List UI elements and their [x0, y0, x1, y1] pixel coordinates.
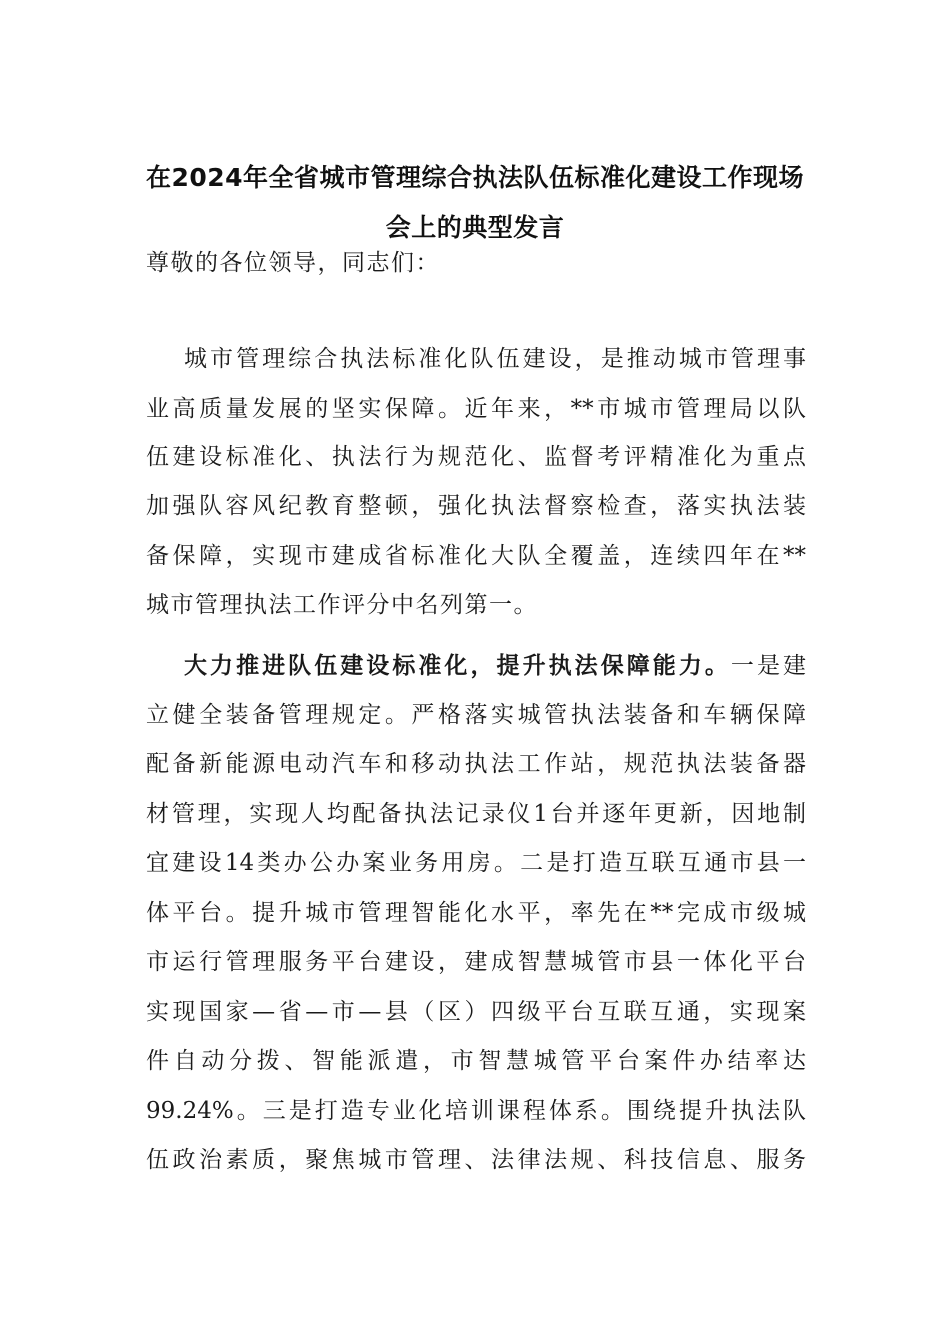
document-title-line-2: 会上的典型发言 [385, 213, 565, 242]
paragraph-2-line: 配备新能源电动汽车和移动执法工作站，规范执法装备器 [146, 751, 806, 777]
paragraph-2-line: 实现国家—省—市—县（区）四级平台互联互通，实现案 [146, 999, 806, 1025]
paragraph-1-line: 伍建设标准化、执法行为规范化、监督考评精准化为重点 [146, 444, 806, 470]
paragraph-2-heading: 大力推进队伍建设标准化，提升执法保障能力。 [184, 653, 731, 679]
paragraph-2-line: 99.24%。三是打造专业化培训课程体系。围绕提升执法队 [146, 1098, 806, 1124]
paragraph-1-line: 城市管理执法工作评分中名列第一。 [146, 592, 538, 618]
paragraph-1-line: 城市管理综合执法标准化队伍建设，是推动城市管理事 [184, 346, 806, 372]
paragraph-2-line: 立健全装备管理规定。严格落实城管执法装备和车辆保障 [146, 702, 806, 728]
salutation: 尊敬的各位领导，同志们： [146, 250, 440, 276]
paragraph-2-line: 伍政治素质，聚焦城市管理、法律法规、科技信息、服务 [146, 1147, 806, 1173]
paragraph-1-line: 加强队容风纪教育整顿，强化执法督察检查，落实执法装 [146, 493, 806, 519]
paragraph-2-line: 体平台。提升城市管理智能化水平，率先在**完成市级城 [146, 900, 806, 926]
document-title-line-1: 在2024年全省城市管理综合执法队伍标准化建设工作现场 [145, 163, 805, 192]
paragraph-1-line: 备保障，实现市建成省标准化大队全覆盖，连续四年在** [146, 543, 806, 569]
paragraph-2-line: 材管理，实现人均配备执法记录仪1台并逐年更新，因地制 [146, 801, 806, 827]
paragraph-2-line: 件自动分拨、智能派遣，市智慧城管平台案件办结率达 [146, 1048, 806, 1074]
paragraph-2-line: 宜建设14类办公办案业务用房。二是打造互联互通市县一 [146, 850, 806, 876]
paragraph-2-first-line [184, 647, 806, 680]
paragraph-1-line: 业高质量发展的坚实保障。近年来，**市城市管理局以队 [146, 396, 806, 422]
paragraph-2-line: 市运行管理服务平台建设，建成智慧城管市县一体化平台 [146, 949, 806, 975]
paragraph-2-first-tail: 一是建 [730, 653, 806, 679]
